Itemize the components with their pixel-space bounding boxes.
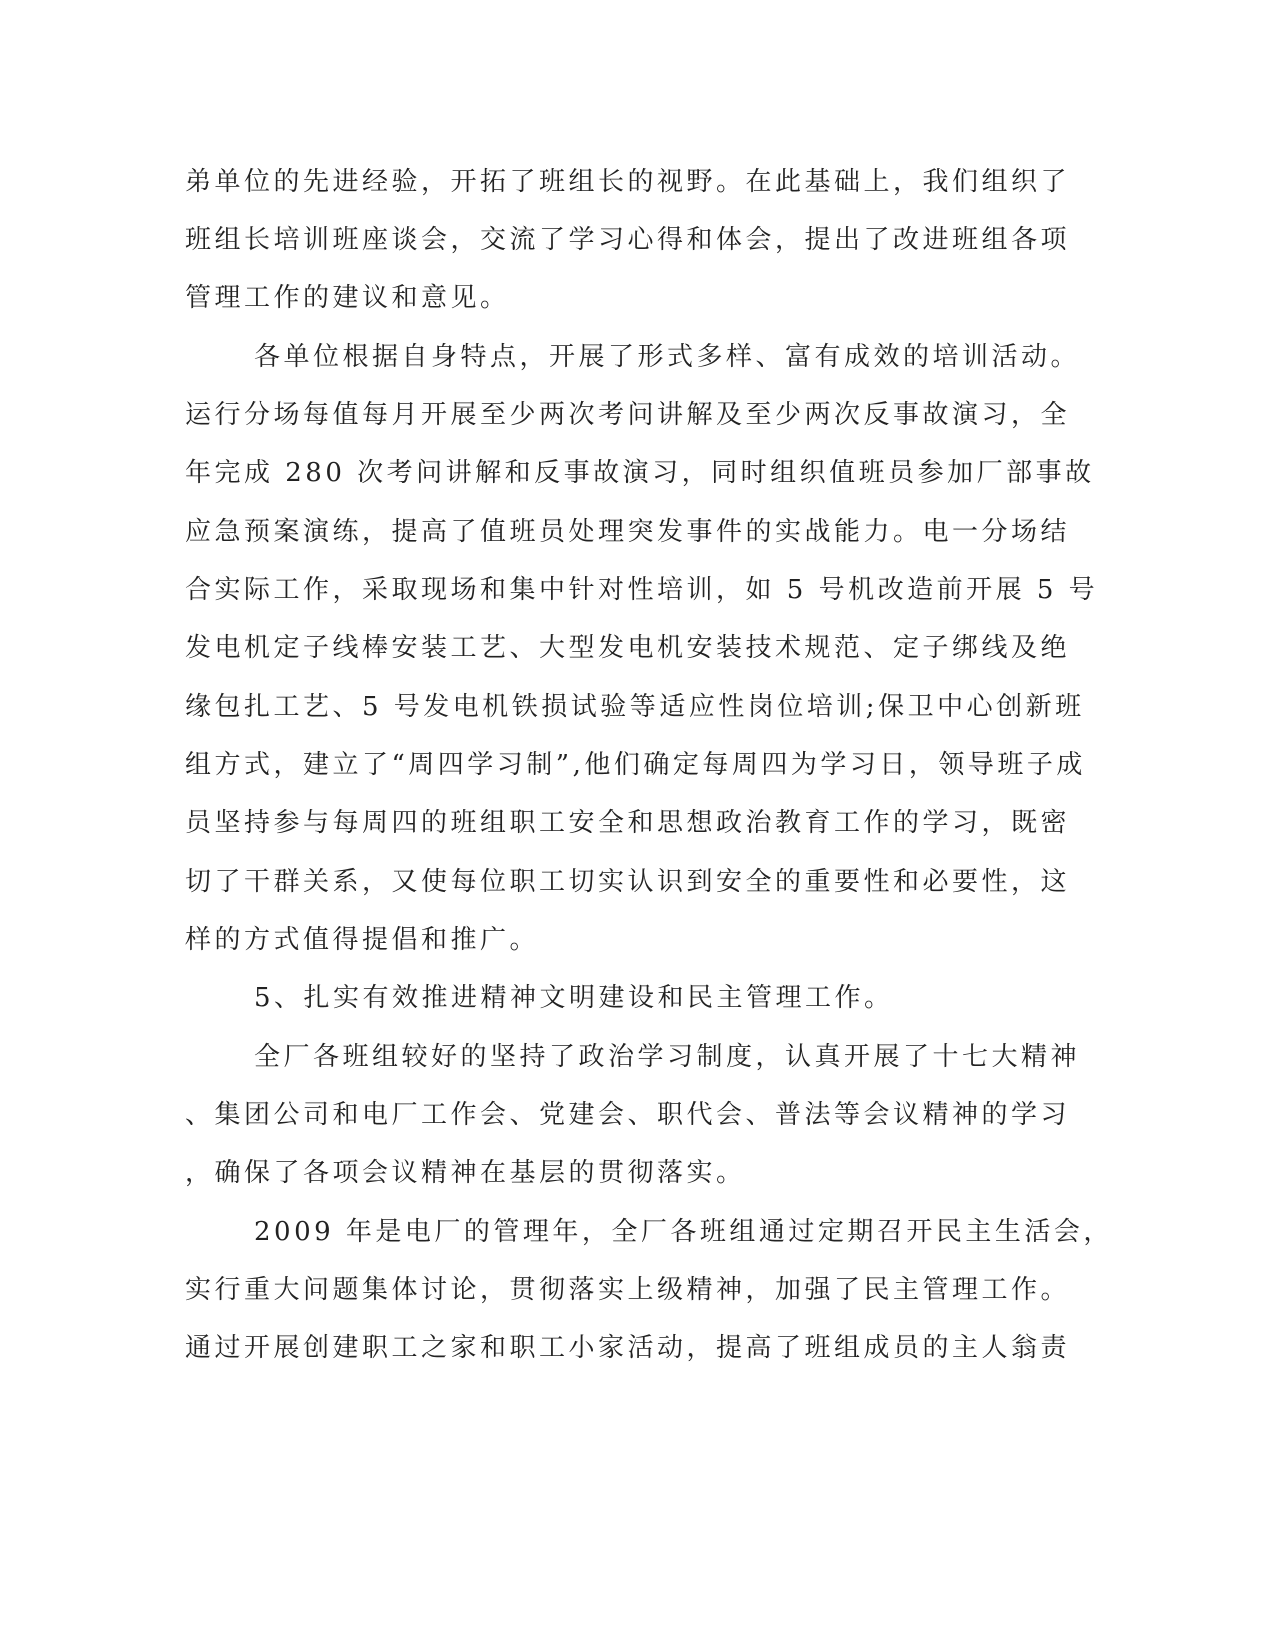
- text-line: 通过开展创建职工之家和职工小家活动，提高了班组成员的主人翁责: [185, 1333, 1071, 1363]
- text-line: 合实际工作，采取现场和集中针对性培训，如 5 号机改造前开展 5 号: [185, 575, 1099, 605]
- text-line: ，确保了各项会议精神在基层的贯彻落实。: [185, 1158, 746, 1188]
- text-line: 年完成 280 次考问讲解和反事故演习，同时组织值班员参加厂部事故: [185, 458, 1095, 488]
- text-line: 发电机定子线棒安装工艺、大型发电机安装技术规范、定子绑线及绝: [185, 633, 1071, 663]
- text-line: 应急预案演练，提高了值班员处理突发事件的实战能力。电一分场结: [185, 517, 1071, 547]
- text-line: 缘包扎工艺、5 号发电机铁损试验等适应性岗位培训;保卫中心创新班: [185, 692, 1085, 722]
- text-line: 班组长培训班座谈会，交流了学习心得和体会，提出了改进班组各项: [185, 225, 1071, 255]
- text-line: 切了干群关系，又使每位职工切实认识到安全的重要性和必要性，这: [185, 867, 1071, 897]
- text-line: 样的方式值得提倡和推广。: [185, 925, 540, 955]
- paragraph-start-line: 全厂各班组较好的坚持了政治学习制度，认真开展了十七大精神: [254, 1042, 1081, 1072]
- text-line: 实行重大问题集体讨论，贯彻落实上级精神，加强了民主管理工作。: [185, 1275, 1071, 1305]
- text-line: 、集团公司和电厂工作会、党建会、职代会、普法等会议精神的学习: [185, 1100, 1071, 1130]
- text-line: 运行分场每值每月开展至少两次考问讲解及至少两次反事故演习，全: [185, 400, 1071, 430]
- text-line: 管理工作的建议和意见。: [185, 283, 510, 313]
- paragraph-start-line: 2009 年是电厂的管理年，全厂各班组通过定期召开民主生活会，: [254, 1217, 1113, 1247]
- text-line: 员坚持参与每周四的班组职工安全和思想政治教育工作的学习，既密: [185, 808, 1071, 838]
- text-line: 弟单位的先进经验，开拓了班组长的视野。在此基础上，我们组织了: [185, 167, 1071, 197]
- section-heading: 5、扎实有效推进精神文明建设和民主管理工作。: [254, 983, 894, 1013]
- paragraph-start-line: 各单位根据自身特点，开展了形式多样、富有成效的培训活动。: [254, 342, 1081, 372]
- text-line: 组方式，建立了“周四学习制”,他们确定每周四为学习日，领导班子成: [185, 750, 1086, 780]
